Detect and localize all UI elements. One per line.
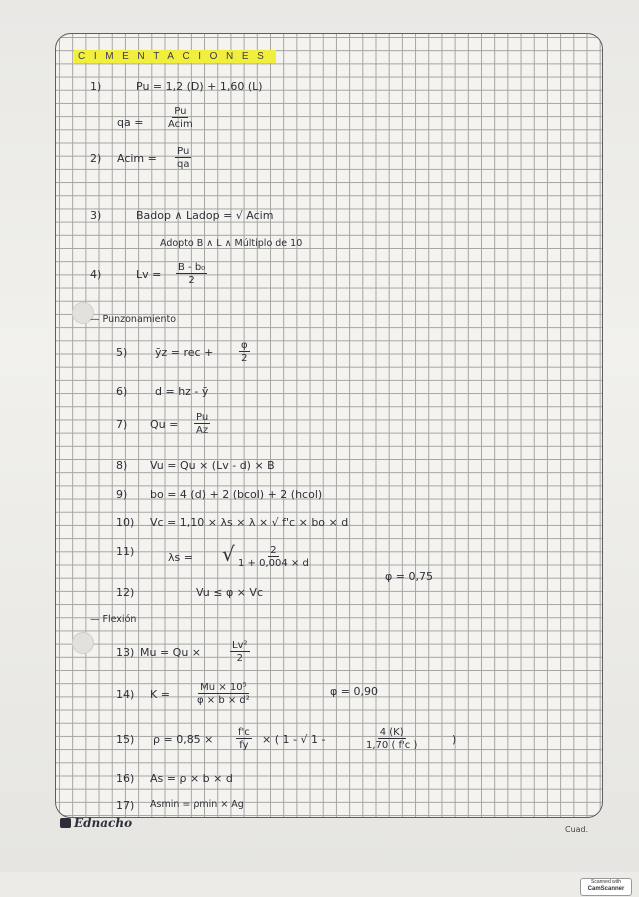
camscanner-badge: Scanned with CamScanner bbox=[580, 878, 632, 896]
brand-logo: Ednacho bbox=[60, 816, 132, 830]
fraction: $\frac{2}{1 + 0,004 \times d}$ bbox=[238, 545, 309, 569]
formula: Vu = Qu × (Lv - d) × B bbox=[150, 459, 275, 472]
formula: Badop ∧ Ladop = √ Acim bbox=[136, 209, 274, 222]
fraction: Pu Acim bbox=[168, 106, 193, 130]
fraction: $\frac{\text{B - b₀}}{2}$ bbox=[178, 262, 206, 286]
section-heading: — Flexión bbox=[90, 614, 137, 625]
notebook-sheet bbox=[55, 33, 603, 818]
brand-icon bbox=[60, 818, 71, 828]
formula: Asmin = ρmin × Ag bbox=[150, 799, 244, 810]
formula-mid: × ( 1 - √ 1 - bbox=[262, 733, 326, 746]
formula: d = hz - ȳ bbox=[155, 385, 209, 398]
step-number: 11) bbox=[116, 545, 135, 558]
step-number: 5) bbox=[116, 346, 128, 359]
step-number: 10) bbox=[116, 516, 135, 529]
step-number: 7) bbox=[116, 418, 128, 431]
step-number: 17) bbox=[116, 799, 135, 812]
punch-hole bbox=[72, 632, 94, 654]
step-number: 2) bbox=[90, 152, 102, 165]
formula-lhs: Lv = bbox=[136, 268, 162, 281]
fraction: $\frac{\text{Lv²}}{2}$ bbox=[232, 640, 248, 664]
formula: As = ρ × b × d bbox=[150, 772, 233, 785]
page-title: CIMENTACIONES bbox=[74, 50, 276, 63]
step-number: 3) bbox=[90, 209, 102, 222]
formula: Pu = 1,2 (D) + 1,60 (L) bbox=[136, 80, 263, 93]
formula: Vu ≤ φ × Vc bbox=[196, 586, 263, 599]
fraction: $\frac{4 (K)}{1,70 ( f'c )}$ bbox=[366, 727, 418, 751]
step-number: 1) bbox=[90, 80, 102, 93]
fraction: $\frac{Pu}{Az}$ bbox=[196, 412, 209, 436]
section-heading: — Punzonamiento bbox=[90, 314, 177, 325]
step-number: 12) bbox=[116, 586, 135, 599]
step-number: 4) bbox=[90, 268, 102, 281]
fraction: $\frac{\varphi}{2}$ bbox=[241, 340, 248, 364]
step-number: 9) bbox=[116, 488, 128, 501]
formula-lhs: ȳz = rec + bbox=[155, 346, 214, 359]
formula: Vc = 1,10 × λs × λ × √ f'c × bo × d bbox=[150, 516, 349, 529]
formula-lhs: Mu = Qu × bbox=[140, 646, 202, 659]
sqrt-icon: √ bbox=[222, 542, 235, 566]
formula-lhs: ρ = 0,85 × bbox=[153, 733, 214, 746]
step-number: 15) bbox=[116, 733, 135, 746]
step-number: 13) bbox=[116, 646, 135, 659]
step-number: 14) bbox=[116, 688, 135, 701]
formula-end: ) bbox=[452, 733, 457, 746]
step-number: 8) bbox=[116, 459, 128, 472]
corner-mark: Cuad. bbox=[565, 825, 589, 834]
fraction: $\frac{\text{Mu × 10⁵}}{\text{φ × b × d²}}$ bbox=[197, 682, 250, 706]
formula-lhs: λs = bbox=[168, 551, 193, 564]
formula-lhs: K = bbox=[150, 688, 170, 701]
formula-lhs: Acim = bbox=[117, 152, 157, 165]
fraction: $\frac{f'c}{fy}$ bbox=[238, 727, 250, 751]
phi-value: φ = 0,75 bbox=[385, 570, 433, 583]
fraction: $\frac{Pu}{qa}$ bbox=[177, 146, 190, 170]
step-number: 16) bbox=[116, 772, 135, 785]
note: Adopto B ∧ L ∧ Múltiplo de 10 bbox=[160, 238, 303, 249]
formula-lhs: Qu = bbox=[150, 418, 179, 431]
phi-value: φ = 0,90 bbox=[330, 685, 378, 698]
step-number: 6) bbox=[116, 385, 128, 398]
formula-lhs: qa = bbox=[117, 116, 144, 129]
formula: bo = 4 (d) + 2 (bcol) + 2 (hcol) bbox=[150, 488, 323, 501]
